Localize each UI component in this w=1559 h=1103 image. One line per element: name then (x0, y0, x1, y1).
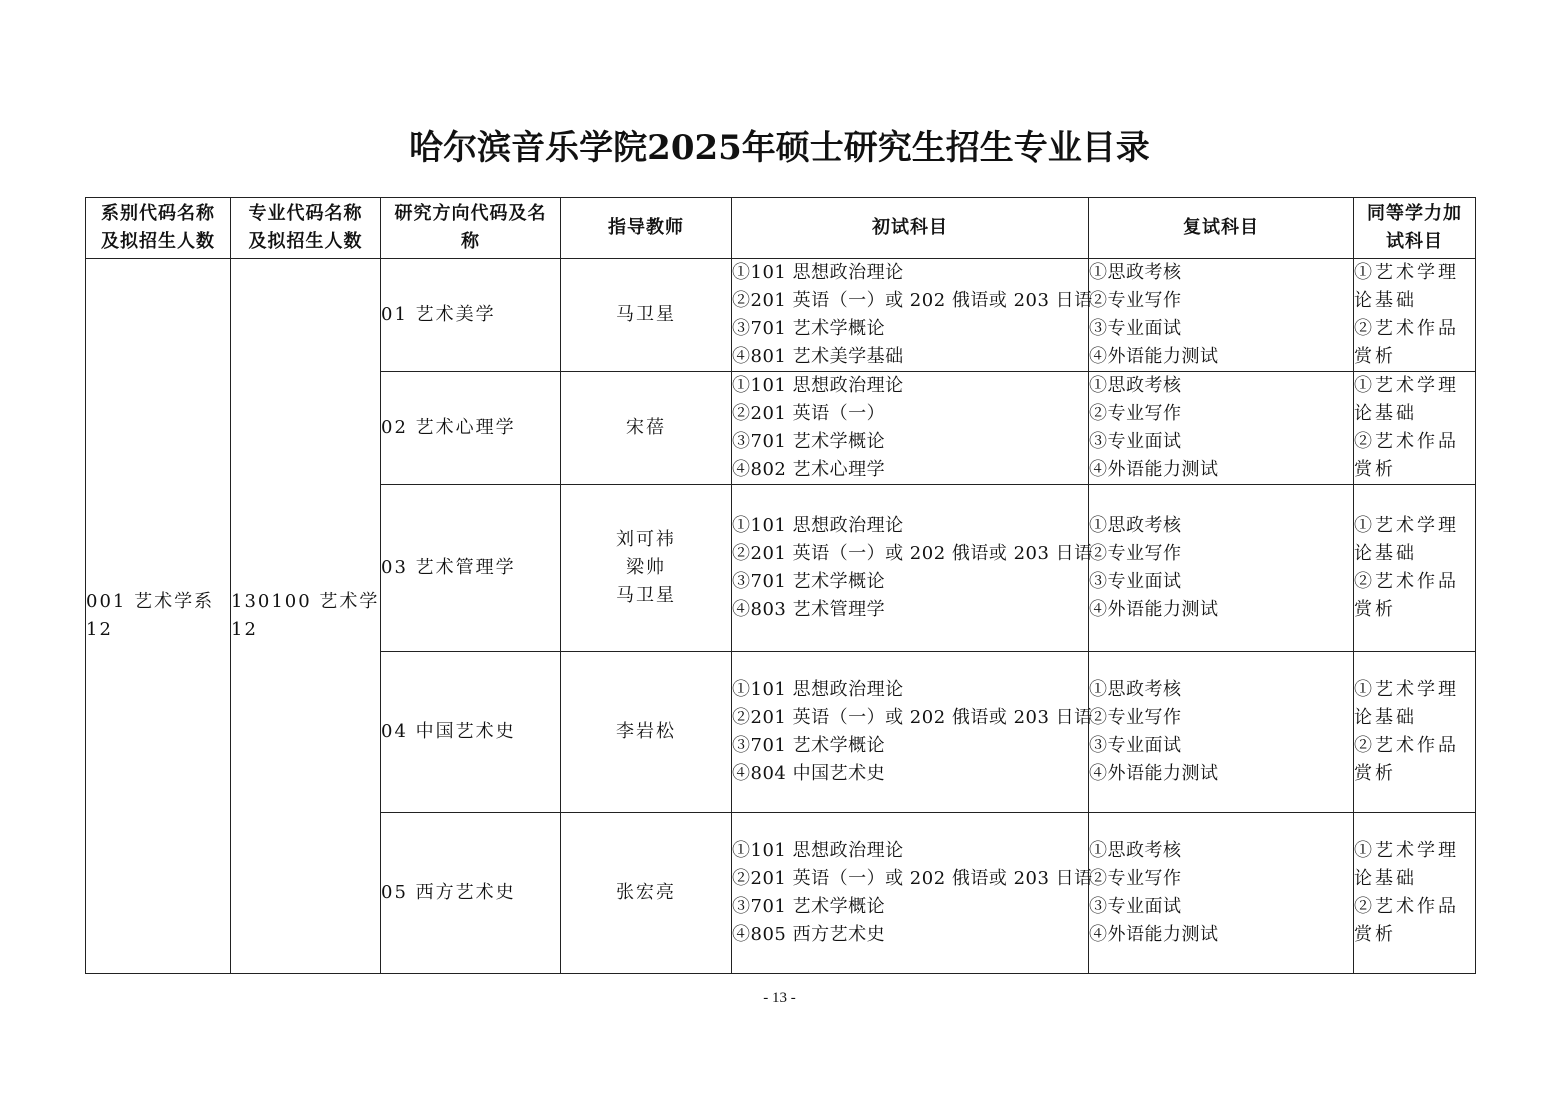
header-direction (381, 198, 561, 259)
initial-exam-item: ①101 思想政治理论 (732, 375, 904, 396)
retest-cell (1089, 259, 1354, 372)
equivalent-item: ②艺术作品 (1354, 571, 1459, 592)
header-tutor: 指导教师 (561, 198, 732, 259)
retest-item: ④外语能力测试 (1089, 763, 1219, 784)
equivalent-item: ①艺术学理 (1354, 679, 1459, 700)
header-equivalent (1354, 198, 1476, 259)
initial-exam-item: ④801 艺术美学基础 (732, 346, 904, 367)
initial-exam-item: ①101 思想政治理论 (732, 840, 904, 861)
initial-exam-item: ②201 英语（一）或 202 俄语或 203 日语 (732, 543, 1093, 564)
retest-item: ①思政考核 (1089, 679, 1182, 700)
initial-exam-item: ②201 英语（一） (732, 403, 886, 424)
retest-item: ①思政考核 (1089, 375, 1182, 396)
initial-exam-item: ④803 艺术管理学 (732, 599, 886, 620)
page-title: 哈尔滨音乐学院2025年硕士研究生招生专业目录 (409, 128, 1150, 168)
initial-exam-item: ③701 艺术学概论 (732, 735, 886, 756)
equivalent-item: ②艺术作品 (1354, 735, 1459, 756)
retest-item: ④外语能力测试 (1089, 346, 1219, 367)
header-direction-line-2: 称 (461, 231, 480, 252)
equivalent-item: ②艺术作品 (1354, 431, 1459, 452)
tutor-name: 刘可祎 (616, 529, 676, 550)
initial-exam-item: ④805 西方艺术史 (732, 924, 886, 945)
retest-item: ③专业面试 (1089, 896, 1182, 917)
retest-item: ③专业面试 (1089, 735, 1182, 756)
equivalent-item: 赏析 (1354, 346, 1396, 367)
retest-cell (1089, 485, 1354, 652)
equivalent-item: ①艺术学理 (1354, 515, 1459, 536)
retest-item: ④外语能力测试 (1089, 924, 1219, 945)
initial-exam-item: ③701 艺术学概论 (732, 571, 886, 592)
header-equivalent-line-1: 同等学力加 (1367, 203, 1462, 224)
equivalent-item: 赏析 (1354, 599, 1396, 620)
major-count: 12 (231, 619, 258, 640)
tutor-name: 李岩松 (616, 721, 676, 742)
direction-cell: 02 艺术心理学 (381, 372, 561, 485)
initial-exam-item: ④802 艺术心理学 (732, 459, 886, 480)
header-retest: 复试科目 (1089, 198, 1354, 259)
direction-cell: 05 西方艺术史 (381, 813, 561, 974)
initial-exam-item: ③701 艺术学概论 (732, 318, 886, 339)
equivalent-item: ①艺术学理 (1354, 375, 1459, 396)
tutor-name: 张宏亮 (616, 882, 676, 903)
direction-cell: 01 艺术美学 (381, 259, 561, 372)
header-initial-exam: 初试科目 (732, 198, 1089, 259)
retest-cell (1089, 652, 1354, 813)
catalog-table (85, 197, 1476, 974)
equivalent-item: ②艺术作品 (1354, 896, 1459, 917)
initial-exam-item: ①101 思想政治理论 (732, 515, 904, 536)
initial-exam-item: ②201 英语（一）或 202 俄语或 203 日语 (732, 707, 1093, 728)
tutor-name: 梁帅 (626, 557, 666, 578)
retest-item: ④外语能力测试 (1089, 599, 1219, 620)
initial-exam-cell (732, 813, 1093, 974)
equivalent-item: 赏析 (1354, 924, 1396, 945)
equivalent-cell (1354, 259, 1476, 372)
retest-item: ③专业面试 (1089, 431, 1182, 452)
header-dept (86, 198, 231, 259)
initial-exam-item: ③701 艺术学概论 (732, 431, 886, 452)
table-row (86, 259, 1476, 372)
initial-exam-item: ②201 英语（一）或 202 俄语或 203 日语 (732, 290, 1093, 311)
tutor-cell (561, 372, 732, 485)
equivalent-cell (1354, 372, 1476, 485)
retest-item: ①思政考核 (1089, 515, 1182, 536)
equivalent-item: ①艺术学理 (1354, 840, 1459, 861)
retest-item: ④外语能力测试 (1089, 459, 1219, 480)
major-name: 130100 艺术学 (231, 591, 380, 612)
initial-exam-item: ①101 思想政治理论 (732, 262, 904, 283)
header-major (231, 198, 381, 259)
equivalent-item: 论基础 (1354, 868, 1417, 889)
equivalent-item: 赏析 (1354, 763, 1396, 784)
retest-item: ②专业写作 (1089, 543, 1182, 564)
initial-exam-cell (732, 372, 1089, 485)
department-count: 12 (86, 619, 113, 640)
header-direction-line-1: 研究方向代码及名 (394, 203, 547, 224)
equivalent-item: 赏析 (1354, 459, 1396, 480)
major-cell (231, 259, 381, 974)
tutor-cell (561, 652, 732, 813)
tutor-cell (561, 485, 732, 652)
header-major-line-1: 专业代码名称 (248, 203, 363, 224)
equivalent-item: 论基础 (1354, 403, 1417, 424)
header-major-line-2: 及拟招生人数 (248, 231, 363, 252)
table-header-row (86, 198, 1476, 259)
equivalent-item: 论基础 (1354, 290, 1417, 311)
tutor-cell (561, 813, 732, 974)
retest-item: ②专业写作 (1089, 868, 1182, 889)
header-dept-line-2: 及拟招生人数 (101, 231, 215, 252)
initial-exam-item: ①101 思想政治理论 (732, 679, 904, 700)
retest-item: ②专业写作 (1089, 707, 1182, 728)
retest-item: ①思政考核 (1089, 840, 1182, 861)
header-equivalent-line-2: 试科目 (1386, 231, 1443, 252)
tutor-name: 宋蓓 (626, 417, 666, 438)
initial-exam-item: ④804 中国艺术史 (732, 763, 886, 784)
retest-item: ①思政考核 (1089, 262, 1182, 283)
equivalent-item: ②艺术作品 (1354, 318, 1459, 339)
initial-exam-cell (732, 485, 1093, 652)
initial-exam-cell (732, 259, 1093, 372)
page-number: - 13 - (763, 990, 796, 1006)
equivalent-item: ①艺术学理 (1354, 262, 1459, 283)
equivalent-cell (1354, 652, 1476, 813)
retest-cell (1089, 372, 1354, 485)
direction-cell: 04 中国艺术史 (381, 652, 561, 813)
tutor-name: 马卫星 (616, 585, 676, 606)
equivalent-item: 论基础 (1354, 707, 1417, 728)
equivalent-cell (1354, 485, 1476, 652)
retest-item: ②专业写作 (1089, 403, 1182, 424)
department-name: 001 艺术学系 (86, 591, 215, 612)
retest-item: ③专业面试 (1089, 318, 1182, 339)
equivalent-cell (1354, 813, 1476, 974)
retest-cell (1089, 813, 1354, 974)
tutor-cell (561, 259, 732, 372)
department-cell (86, 259, 231, 974)
equivalent-item: 论基础 (1354, 543, 1417, 564)
initial-exam-item: ②201 英语（一）或 202 俄语或 203 日语 (732, 868, 1093, 889)
initial-exam-item: ③701 艺术学概论 (732, 896, 886, 917)
retest-item: ③专业面试 (1089, 571, 1182, 592)
tutor-name: 马卫星 (616, 304, 676, 325)
initial-exam-cell (732, 652, 1093, 813)
retest-item: ②专业写作 (1089, 290, 1182, 311)
header-dept-line-1: 系别代码名称 (101, 203, 215, 224)
direction-cell: 03 艺术管理学 (381, 485, 561, 652)
